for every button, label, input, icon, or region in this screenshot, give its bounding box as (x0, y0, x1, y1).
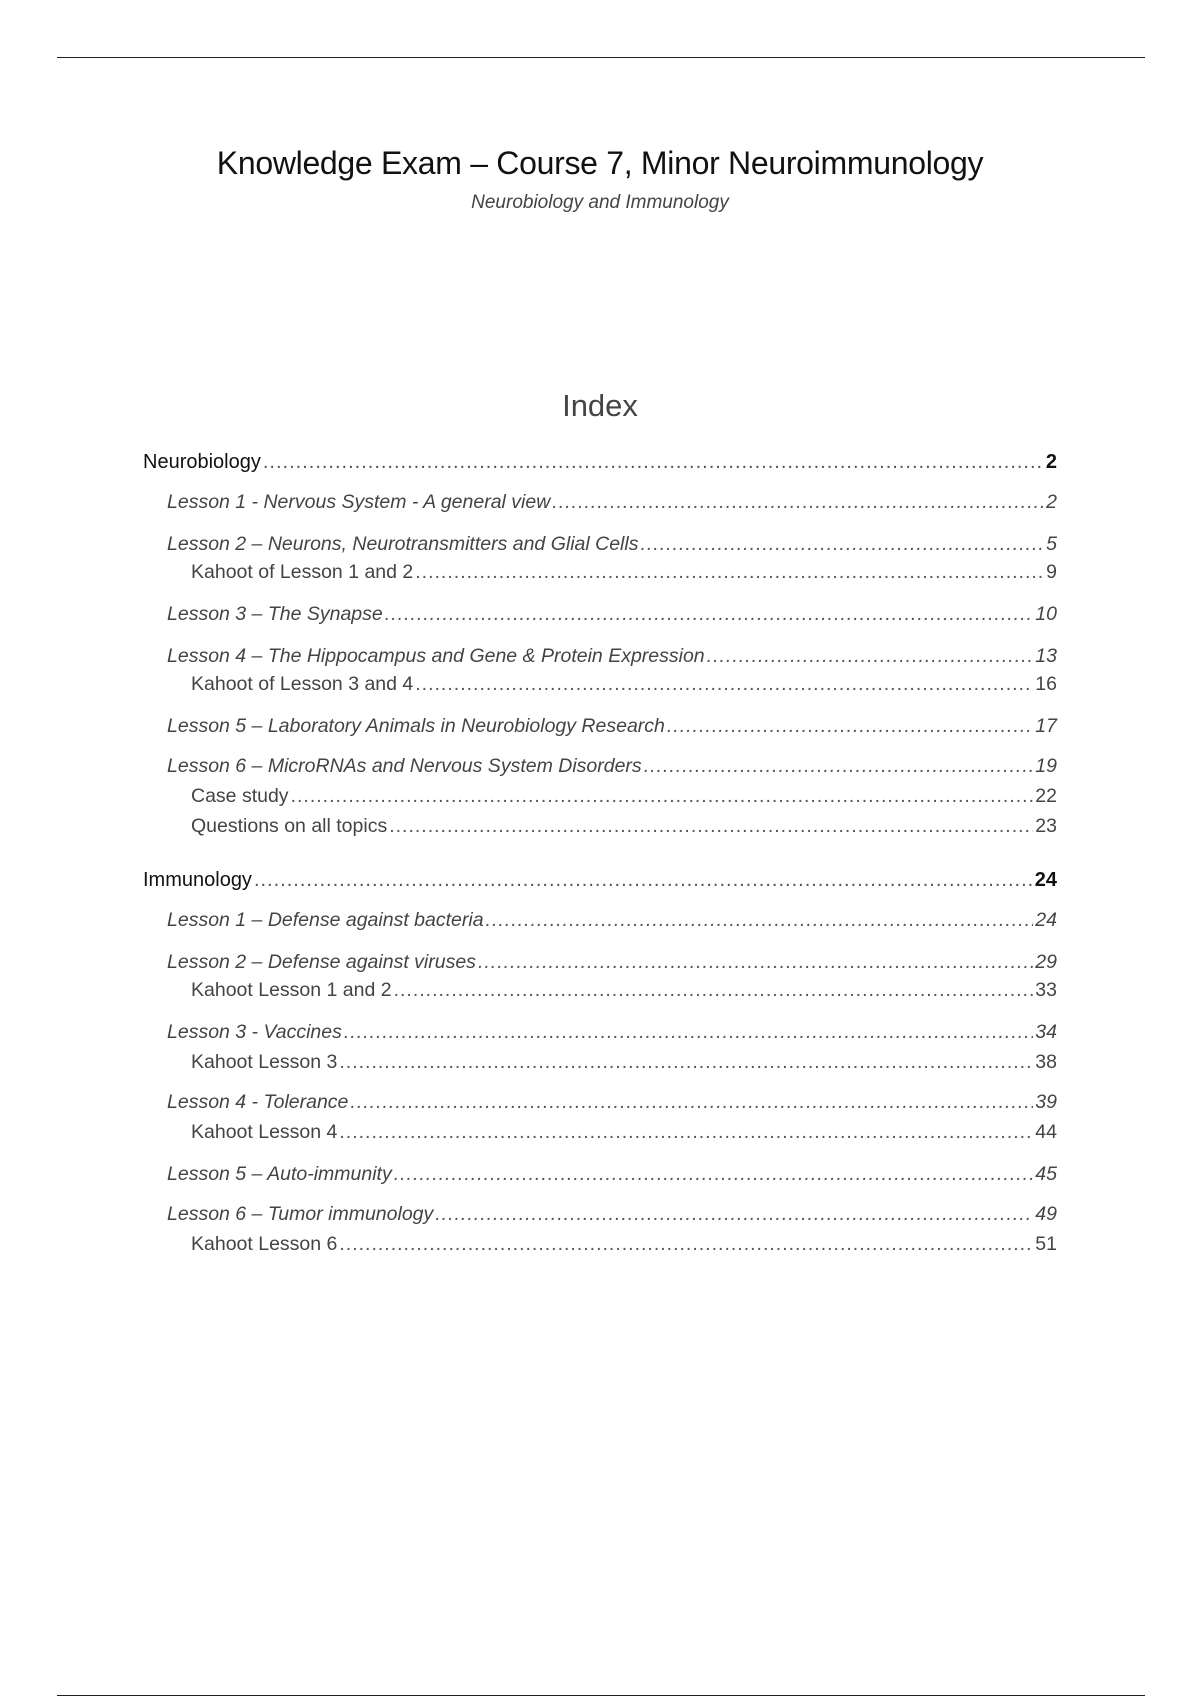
toc-entry-label: Lesson 5 – Laboratory Animals in Neurobiology Research (167, 715, 665, 737)
toc-entry-label: Case study (191, 785, 289, 807)
toc-entry-label: Lesson 2 – Neurons, Neurotransmitters and Glial Cells (167, 533, 639, 555)
toc-dot-leader (394, 977, 1034, 1003)
toc-page-number: 38 (1035, 1051, 1057, 1073)
toc-dot-leader (291, 783, 1034, 809)
toc-page-number: 49 (1035, 1203, 1057, 1225)
toc-dot-leader (640, 531, 1044, 557)
toc-entry-label: Lesson 6 – Tumor immunology (167, 1203, 434, 1225)
toc-section-entry[interactable] (143, 867, 1057, 893)
toc-subentry[interactable] (191, 1119, 1057, 1145)
toc-subentry[interactable] (191, 783, 1057, 809)
toc-entry-label: Lesson 3 – The Synapse (167, 603, 383, 625)
toc-dot-leader (344, 1019, 1033, 1045)
toc-entry-label: Lesson 5 – Auto-immunity (167, 1163, 392, 1185)
toc-subentry[interactable] (191, 813, 1057, 839)
toc-dot-leader (435, 1201, 1033, 1227)
toc-page-number: 51 (1035, 1233, 1057, 1255)
toc-dot-leader (350, 1089, 1033, 1115)
toc-entry-label: Immunology (143, 869, 252, 891)
toc-entry-label: Kahoot Lesson 6 (191, 1233, 338, 1255)
toc-lesson-entry[interactable] (167, 713, 1057, 739)
toc-page-number: 9 (1046, 561, 1057, 583)
toc-page-number: 24 (1034, 869, 1057, 891)
toc-entry-label: Lesson 2 – Defense against viruses (167, 951, 476, 973)
toc-entry-label: Lesson 4 - Tolerance (167, 1091, 349, 1113)
toc-page-number: 19 (1035, 755, 1057, 777)
toc-dot-leader (486, 907, 1034, 933)
toc-lesson-entry[interactable] (167, 531, 1057, 557)
toc-page-number: 44 (1035, 1121, 1057, 1143)
toc-section-entry[interactable] (143, 449, 1057, 475)
toc-entry-label: Kahoot Lesson 4 (191, 1121, 338, 1143)
toc-dot-leader (389, 813, 1033, 839)
toc-entry-label: Questions on all topics (191, 815, 388, 837)
toc-lesson-entry[interactable] (167, 601, 1057, 627)
toc-entry-label: Lesson 1 – Defense against bacteria (167, 909, 484, 931)
toc-dot-leader (339, 1231, 1033, 1257)
toc-page-number: 5 (1046, 533, 1057, 555)
toc-page-number: 24 (1035, 909, 1057, 931)
toc-subentry[interactable] (191, 671, 1057, 697)
toc-dot-leader (339, 1119, 1033, 1145)
toc-page-number: 13 (1035, 645, 1057, 667)
top-rule (57, 57, 1145, 58)
toc-subentry[interactable] (191, 977, 1057, 1003)
document-title: Knowledge Exam – Course 7, Minor Neuroimmunology (216, 145, 984, 181)
toc-page-number: 34 (1035, 1021, 1057, 1043)
toc-entry-label: Lesson 4 – The Hippocampus and Gene & Protein Expression (167, 645, 705, 667)
toc-page-number: 22 (1035, 785, 1057, 807)
index-heading: Index (562, 388, 638, 423)
toc-lesson-entry[interactable] (167, 489, 1057, 515)
toc-page-number: 16 (1035, 673, 1057, 695)
toc-page-number: 17 (1035, 715, 1057, 737)
toc-entry-label: Lesson 6 – MicroRNAs and Nervous System Disorders (167, 755, 642, 777)
toc-entry-label: Kahoot Lesson 1 and 2 (191, 979, 392, 1001)
bottom-rule (57, 1695, 1145, 1696)
toc-subentry[interactable] (191, 559, 1057, 585)
toc-page-number: 29 (1035, 951, 1057, 973)
toc-entry-label: Kahoot Lesson 3 (191, 1051, 338, 1073)
toc-page-number: 23 (1035, 815, 1057, 837)
toc-dot-leader (707, 643, 1034, 669)
toc-page-number: 33 (1035, 979, 1057, 1001)
toc-page-number: 39 (1035, 1091, 1057, 1113)
toc-dot-leader (478, 949, 1033, 975)
toc-entry-label: Neurobiology (143, 451, 261, 473)
toc-lesson-entry[interactable] (167, 949, 1057, 975)
toc-entry-label: Lesson 1 - Nervous System - A general view (167, 491, 551, 513)
toc-lesson-entry[interactable] (167, 907, 1057, 933)
toc-dot-leader (415, 559, 1044, 585)
toc-entry-label: Lesson 3 - Vaccines (167, 1021, 342, 1043)
toc-lesson-entry[interactable] (167, 1019, 1057, 1045)
toc-entry-label: Kahoot of Lesson 1 and 2 (191, 561, 414, 583)
toc-lesson-entry[interactable] (167, 1201, 1057, 1227)
toc-page-number: 10 (1035, 603, 1057, 625)
toc-dot-leader (644, 753, 1034, 779)
toc-dot-leader (415, 671, 1033, 697)
toc-dot-leader (394, 1161, 1034, 1187)
toc-dot-leader (254, 867, 1033, 893)
toc-page-number: 2 (1045, 451, 1057, 473)
toc-dot-leader (263, 449, 1044, 475)
toc-dot-leader (552, 489, 1044, 515)
toc-lesson-entry[interactable] (167, 1089, 1057, 1115)
toc-lesson-entry[interactable] (167, 1161, 1057, 1187)
toc-dot-leader (667, 713, 1033, 739)
toc-dot-leader (339, 1049, 1033, 1075)
document-subtitle: Neurobiology and Immunology (471, 192, 729, 213)
toc-page-number: 2 (1046, 491, 1057, 513)
toc-entry-label: Kahoot of Lesson 3 and 4 (191, 673, 414, 695)
toc-page-number: 45 (1035, 1163, 1057, 1185)
toc-subentry[interactable] (191, 1231, 1057, 1257)
toc-dot-leader (385, 601, 1034, 627)
toc-lesson-entry[interactable] (167, 753, 1057, 779)
toc-subentry[interactable] (191, 1049, 1057, 1075)
toc-lesson-entry[interactable] (167, 643, 1057, 669)
